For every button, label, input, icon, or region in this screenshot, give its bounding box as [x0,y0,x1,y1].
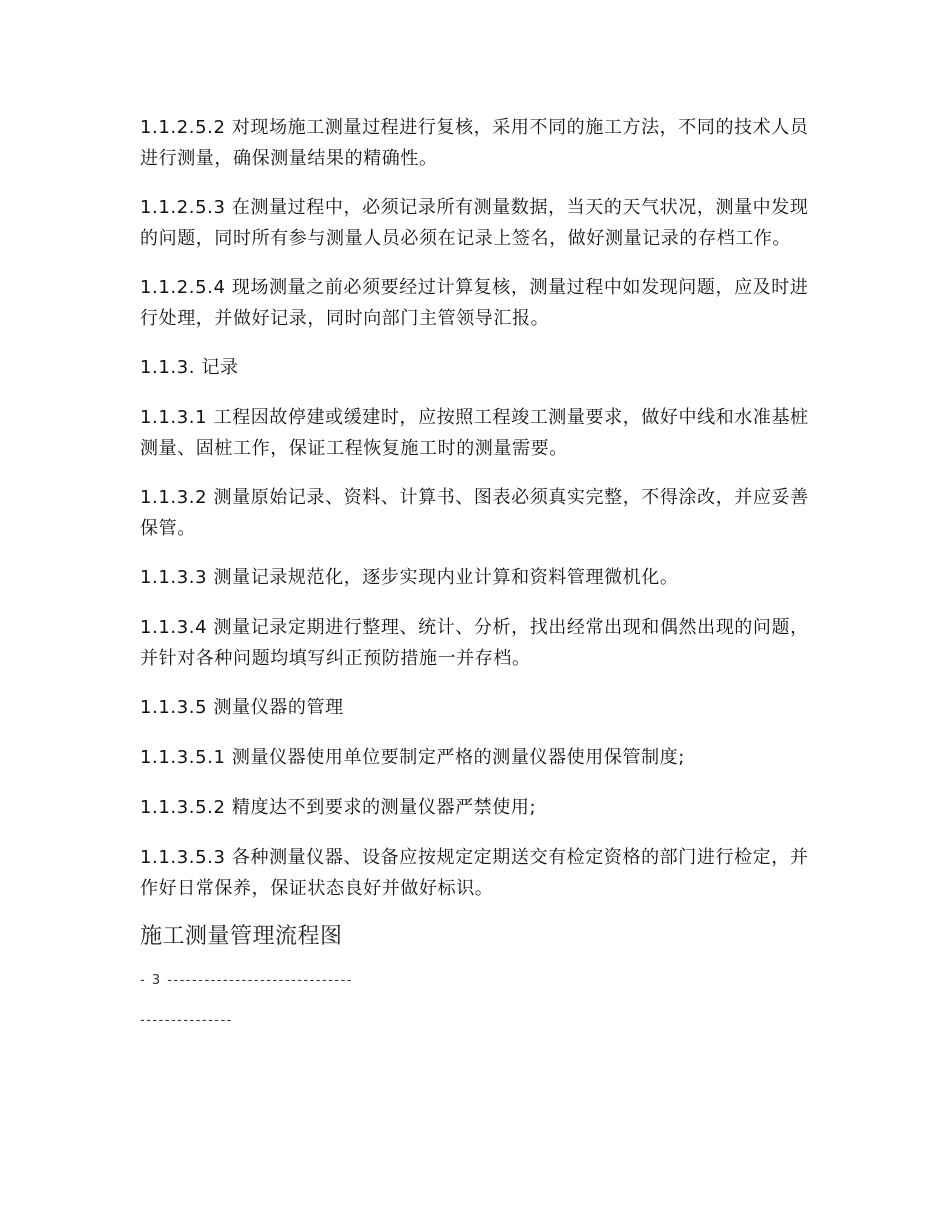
section-heading-records: 1.1.3. 记录 [140,357,239,378]
paragraph-1-1-3-2: 1.1.3.2 测量原始记录、资料、计算书、图表必须真实完整，不得涂改，并应妥善保管。 [140,487,809,539]
paragraph-1-1-3-1: 1.1.3.1 工程因故停建或缓建时，应按照工程竣工测量要求，做好中线和水准基桩测量、固桩工作，保证工程恢复施工时的测量需要。 [140,407,809,459]
paragraph-1-1-3-5-3: 1.1.3.5.3 各种测量仪器、设备应按规定定期送交有检定资格的部门进行检定，并作好日常保养，保证状态良好并做好标识。 [140,847,809,899]
paragraph-1-1-2-5-4: 1.1.2.5.4 现场测量之前必须要经过计算复核，测量过程中如发现问题，应及时进行处理，并做好记录，同时向部门主管领导汇报。 [140,277,809,329]
flowchart-section-title: 施工测量管理流程图 [140,924,343,949]
document-page [140,112,812,1052]
subheading-instrument-management: 1.1.3.5 测量仪器的管理 [140,697,344,718]
paragraph-1-1-2-5-3: 1.1.2.5.3 在测量过程中，必须记录所有测量数据，当天的天气状况，测量中发现的问题，同时所有参与测量人员必须在记录上签名，做好测量记录的存档工作。 [140,197,809,249]
paragraph-1-1-3-4: 1.1.3.4 测量记录定期进行整理、统计、分析，找出经常出现和偶然出现的问题，并针对各种问题均填写纠正预防措施一并存档。 [140,617,809,669]
paragraph-1-1-2-5-2: 1.1.2.5.2 对现场施工测量过程进行复核，采用不同的施工方法，不同的技术人员进行测量，确保测量结果的精确性。 [140,117,809,169]
page-number-marker: - 3 ------------------------------ [140,973,353,988]
paragraph-1-1-3-5-2: 1.1.3.5.2 精度达不到要求的测量仪器严禁使用; [140,797,537,818]
paragraph-1-1-3-3: 1.1.3.3 测量记录规范化，逐步实现内业计算和资料管理微机化。 [140,567,679,588]
paragraph-1-1-3-5-1: 1.1.3.5.1 测量仪器使用单位要制定严格的测量仪器使用保管制度; [140,747,685,768]
page-continuation-line: --------------- [140,1013,233,1028]
